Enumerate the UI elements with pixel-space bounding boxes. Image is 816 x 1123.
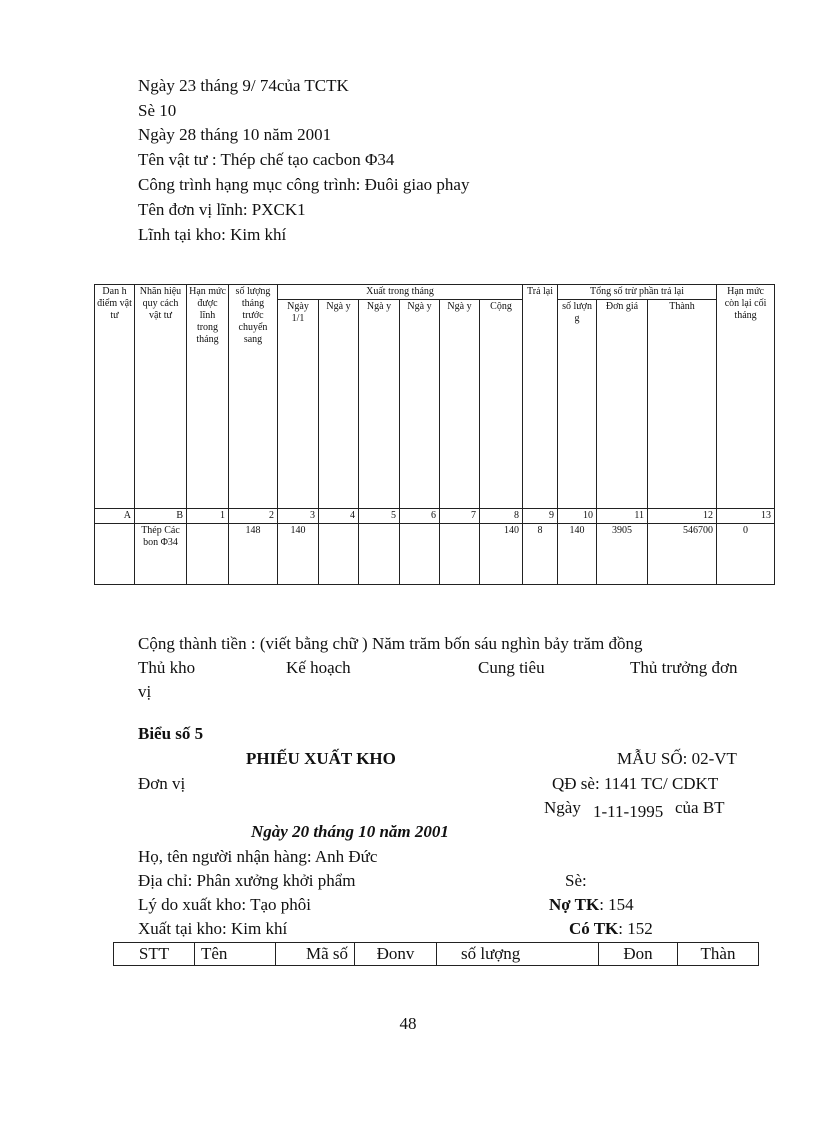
form-template-code: MẪU SỐ: 02-VT — [617, 749, 737, 768]
data-cell — [319, 524, 359, 585]
issue-col-don-gia: Đon — [599, 943, 678, 966]
index-cell: 1 — [187, 509, 229, 524]
header-line-2: Sè 10 — [138, 101, 177, 120]
col-ngay-4: Ngà y — [400, 300, 440, 509]
index-row — [95, 509, 775, 524]
credit-account — [569, 919, 653, 939]
decision-date-label: Ngày — [544, 798, 581, 817]
index-cell: 2 — [229, 509, 278, 524]
col-ngay-3: Ngà y — [359, 300, 400, 509]
total-in-words: Cộng thành tiền : (viết bằng chữ ) Năm trăm bốn sáu nghìn bảy trăm đồng — [138, 634, 643, 653]
issue-warehouse: Xuất tại kho: Kim khí — [138, 919, 288, 938]
data-cell: 140 — [480, 524, 523, 585]
data-cell — [359, 524, 400, 585]
data-cell — [400, 524, 440, 585]
issue-reason: Lý do xuất kho: Tạo phôi — [138, 895, 311, 914]
table-header-row — [95, 285, 775, 300]
issue-col-stt: STT — [114, 943, 195, 966]
data-cell: 546700 — [648, 524, 717, 585]
signature-thu-truong: Thủ trưởng đơn — [630, 658, 738, 677]
index-cell: 9 — [523, 509, 558, 524]
data-cell — [187, 524, 229, 585]
col-nhan-hieu: Nhãn hiệu quy cách vật tư — [135, 285, 187, 509]
index-cell: 8 — [480, 509, 523, 524]
data-cell — [440, 524, 480, 585]
page-number: 48 — [399, 1014, 417, 1033]
col-thanh: Thành — [648, 300, 717, 509]
data-cell: 8 — [523, 524, 558, 585]
index-cell: A — [95, 509, 135, 524]
signature-ke-hoach: Kế hoạch — [286, 658, 351, 677]
signature-thu-kho: Thủ kho — [138, 658, 196, 677]
index-cell: 10 — [558, 509, 597, 524]
receiver-address: Địa chỉ: Phân xưởng khởi phẩm — [138, 871, 356, 890]
col-tra-lai: Trả lại — [523, 285, 558, 509]
header-line-7: Lĩnh tại kho: Kim khí — [138, 225, 287, 244]
col-so-luong-truoc: số lượng tháng trước chuyển sang — [229, 285, 278, 509]
form-date: Ngày 20 tháng 10 năm 2001 — [251, 822, 449, 841]
index-cell: 3 — [278, 509, 319, 524]
header-line-6: Tên đơn vị lĩnh: PXCK1 — [138, 200, 306, 219]
issue-col-so-luong: số lượng — [437, 943, 599, 966]
debit-account — [549, 895, 634, 915]
issue-table — [113, 942, 759, 966]
unit-label: Đơn vị — [138, 774, 186, 793]
col-han-muc: Hạn mức được lĩnh trong tháng — [187, 285, 229, 509]
data-cell: 140 — [278, 524, 319, 585]
form-number: Biểu số 5 — [138, 724, 204, 743]
col-don-gia: Đơn giá — [597, 300, 648, 509]
issue-col-ten: Tên — [195, 943, 276, 966]
col-group-xuat: Xuất trong tháng — [278, 285, 523, 300]
header-line-1: Ngày 23 tháng 9/ 74của TCTK — [138, 76, 349, 95]
col-so-luong: số lượn g — [558, 300, 597, 509]
col-han-muc-con-lai: Hạn mức còn lại cối tháng — [717, 285, 775, 509]
credit-account-value: : 152 — [618, 919, 653, 938]
data-cell — [95, 524, 135, 585]
data-cell: 148 — [229, 524, 278, 585]
index-cell: 5 — [359, 509, 400, 524]
material-card-table — [94, 284, 775, 585]
col-ngay-1: Ngày 1/1 — [278, 300, 319, 509]
debit-account-label: Nợ TK — [549, 895, 600, 914]
decision-number: QĐ sè: 1141 TC/ CDKT — [552, 774, 719, 793]
index-cell: 11 — [597, 509, 648, 524]
index-cell: B — [135, 509, 187, 524]
index-cell: 4 — [319, 509, 359, 524]
debit-account-value: : 154 — [599, 895, 634, 914]
index-cell: 6 — [400, 509, 440, 524]
col-cong: Cộng — [480, 300, 523, 509]
table-row — [95, 524, 775, 585]
issue-col-don-vi: Đonv — [355, 943, 437, 966]
decision-date-value: 1-11-1995 — [593, 802, 664, 821]
voucher-number-label: Sè: — [565, 871, 587, 890]
credit-account-label: Có TK — [569, 919, 619, 938]
issue-col-thanh-tien: Thàn — [678, 943, 759, 966]
index-cell: 12 — [648, 509, 717, 524]
signature-cung-tieu: Cung tiêu — [478, 658, 545, 677]
header-line-4: Tên vật tư : Thép chế tạo cacbon Φ34 — [138, 150, 395, 169]
header-line-5: Công trình hạng mục công trình: Đuôi giao phay — [138, 175, 470, 194]
col-ngay-2: Ngà y — [319, 300, 359, 509]
data-cell-material: Thép Các bon Φ34 — [135, 524, 187, 585]
col-ngay-5: Ngà y — [440, 300, 480, 509]
issue-table-header — [114, 943, 759, 966]
form-title: PHIẾU XUẤT KHO — [246, 749, 396, 768]
data-cell: 3905 — [597, 524, 648, 585]
data-cell: 0 — [717, 524, 775, 585]
issue-col-ma-so: Mã số — [276, 943, 355, 966]
decision-issuer: của BT — [675, 798, 725, 817]
index-cell: 7 — [440, 509, 480, 524]
header-line-3: Ngày 28 tháng 10 năm 2001 — [138, 125, 332, 144]
data-cell: 140 — [558, 524, 597, 585]
index-cell: 13 — [717, 509, 775, 524]
receiver-name: Họ, tên người nhận hàng: Anh Đức — [138, 847, 378, 866]
col-group-tong: Tổng số trừ phần trả lại — [558, 285, 717, 300]
col-danh-diem: Dan h điểm vật tư — [95, 285, 135, 509]
signature-thu-truong-cont: vị — [138, 682, 152, 701]
